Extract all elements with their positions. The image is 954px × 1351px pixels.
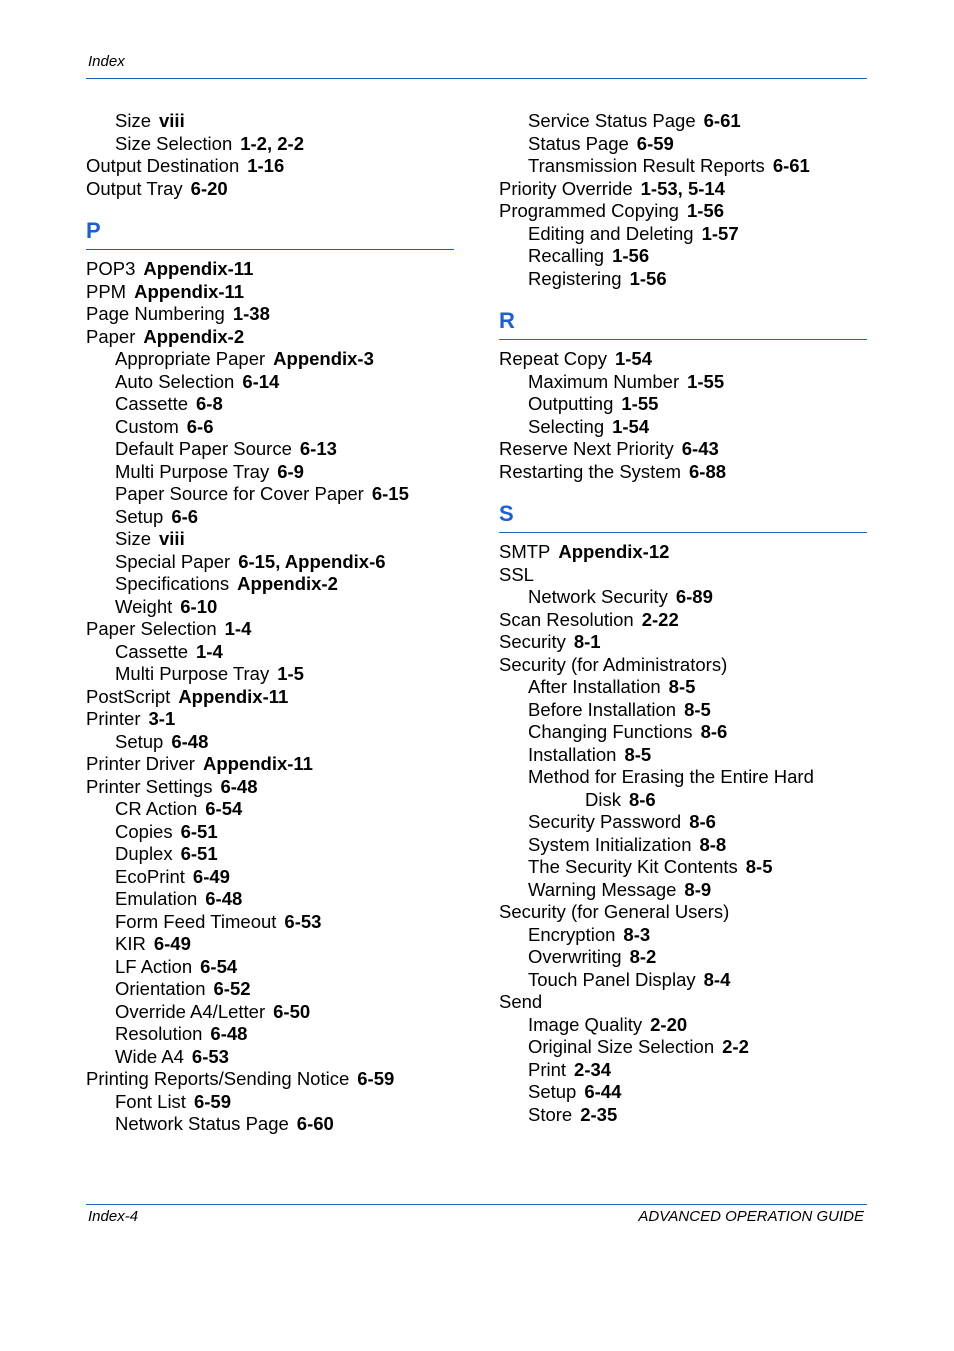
index-entry (499, 789, 867, 812)
index-entry (86, 551, 454, 574)
index-entry (499, 133, 867, 156)
page-reference[interactable]: Appendix-2 (237, 573, 338, 594)
page-reference[interactable]: 2-35 (580, 1103, 618, 1125)
section-heading-p (86, 218, 454, 250)
index-term: Duplex (115, 843, 173, 864)
page-reference[interactable]: 6-54 (200, 955, 238, 977)
index-entry (86, 506, 454, 529)
index-term: Setup (115, 505, 164, 527)
page-number: Index-4 (88, 1208, 139, 1225)
page-reference[interactable]: 6-6 (186, 415, 214, 437)
page-reference[interactable]: 8-5 (668, 676, 696, 697)
page-reference[interactable]: 8-6 (689, 811, 716, 832)
index-term: Transmission Result Reports (528, 155, 765, 176)
index-term: SSL (499, 563, 534, 585)
index-entry (499, 245, 867, 268)
index-entry (499, 946, 867, 969)
page-reference[interactable]: 8-6 (700, 721, 728, 742)
index-term: Output Tray (86, 177, 183, 199)
index-term: Size (115, 110, 151, 131)
index-entry (86, 618, 454, 641)
page-reference[interactable]: 6-44 (584, 1081, 622, 1102)
index-term: Setup (115, 730, 164, 752)
index-term: Priority Override (499, 177, 633, 199)
index-term: Output Destination (86, 155, 240, 176)
index-entry (86, 798, 454, 821)
index-entry (499, 178, 867, 201)
page-reference[interactable]: Appendix-11 (202, 753, 313, 774)
footer-rule (86, 1204, 867, 1205)
index-entry (86, 821, 454, 844)
section-letter: S (499, 501, 867, 533)
page-reference[interactable]: 6-15 (371, 483, 409, 504)
page-reference[interactable]: 6-6 (171, 505, 199, 527)
index-term: Appropriate Paper (115, 348, 266, 369)
index-entry (86, 888, 454, 911)
index-term: Printer (86, 708, 141, 729)
page-reference[interactable]: 6-43 (681, 438, 719, 459)
index-term: Maximum Number (528, 370, 680, 392)
page-reference[interactable]: 6-20 (190, 177, 228, 199)
index-entry (499, 155, 867, 178)
page-reference[interactable]: Appendix-12 (558, 541, 670, 562)
index-term: Weight (115, 595, 173, 617)
index-entry (499, 834, 867, 857)
index-entry (499, 879, 867, 902)
page-reference[interactable]: 6-50 (273, 1000, 311, 1022)
index-entry (86, 686, 454, 709)
page-reference[interactable]: 6-8 (196, 393, 223, 414)
index-term: Multi Purpose Tray (115, 663, 270, 684)
index-entry (499, 901, 867, 924)
page-reference[interactable]: 1-54 (614, 348, 653, 369)
page-reference[interactable]: 1-57 (701, 222, 739, 244)
index-entry (499, 924, 867, 947)
page-reference[interactable]: 2-2 (722, 1036, 749, 1057)
index-term: EcoPrint (115, 865, 185, 887)
index-entry (86, 1046, 454, 1069)
index-term: Print (528, 1058, 567, 1080)
index-term: Font List (115, 1090, 186, 1112)
page-reference[interactable]: 6-48 (220, 775, 258, 797)
index-entry (86, 573, 454, 596)
index-entry (86, 753, 454, 776)
index-entry (499, 1036, 867, 1059)
page-reference[interactable]: 6-53 (284, 910, 322, 932)
index-entry (86, 596, 454, 619)
index-entry (86, 155, 454, 178)
index-term: Multi Purpose Tray (115, 460, 270, 482)
index-term: Paper Source for Cover Paper (115, 483, 364, 504)
page-reference[interactable]: 8-1 (573, 631, 601, 652)
index-term: Security (for Administrators) (499, 653, 728, 675)
page-reference[interactable]: 6-89 (675, 586, 713, 607)
index-entry (86, 258, 454, 281)
index-entry (499, 856, 867, 879)
page-reference[interactable]: 1-5 (277, 663, 304, 684)
index-term: Editing and Deleting (528, 222, 694, 244)
page-reference[interactable]: 6-51 (180, 843, 218, 864)
index-term: Installation (528, 743, 617, 765)
index-term: Programmed Copying (499, 200, 679, 221)
index-term: Page Numbering (86, 303, 225, 324)
index-term: Printing Reports/Sending Notice (86, 1068, 350, 1089)
index-term: Recalling (528, 245, 605, 266)
index-term: Default Paper Source (115, 438, 292, 459)
page-reference[interactable]: 6-53 (191, 1045, 229, 1067)
index-term: PPM (86, 280, 127, 302)
page-reference[interactable]: 6-15, Appendix-6 (238, 550, 386, 572)
page-reference[interactable]: 6-60 (296, 1113, 334, 1134)
index-term: Auto Selection (115, 370, 235, 392)
index-term: Size (115, 528, 151, 549)
page-reference[interactable]: 1-56 (612, 245, 650, 266)
index-entry (86, 731, 454, 754)
index-entry (86, 110, 454, 133)
index-term: Size Selection (115, 132, 233, 154)
page-reference[interactable]: 8-5 (745, 856, 773, 877)
index-term: Security (for General Users) (499, 901, 730, 922)
index-entry (499, 541, 867, 564)
index-term: Method for Erasing the Entire Hard (528, 766, 814, 787)
index-entry (499, 699, 867, 722)
index-entry (499, 1104, 867, 1127)
page-reference[interactable]: 8-2 (629, 946, 657, 967)
index-term: Emulation (115, 888, 198, 909)
page-reference[interactable]: 6-54 (205, 798, 243, 819)
page-reference[interactable]: 6-61 (772, 155, 810, 176)
index-term: Image Quality (528, 1013, 643, 1035)
index-entry (499, 393, 867, 416)
index-term: Restarting the System (499, 460, 681, 482)
index-term: Registering (528, 267, 622, 289)
index-term: Copies (115, 820, 173, 842)
index-entry (86, 708, 454, 731)
page-reference[interactable]: Appendix-11 (178, 685, 289, 707)
index-term: LF Action (115, 955, 193, 977)
index-term: Status Page (528, 132, 629, 154)
page-reference[interactable]: 6-13 (299, 438, 337, 459)
index-entry (499, 631, 867, 654)
index-entry (86, 133, 454, 156)
section-heading-s (499, 501, 867, 533)
index-term: Custom (115, 415, 179, 437)
index-entry (86, 641, 454, 664)
index-term: Security (499, 631, 566, 652)
page-reference[interactable]: 6-48 (210, 1023, 248, 1044)
page-reference[interactable]: 6-52 (213, 978, 251, 999)
index-entry (86, 1091, 454, 1114)
index-term: Reserve Next Priority (499, 438, 674, 459)
index-entry (499, 991, 867, 1014)
page-reference[interactable]: viii (159, 110, 185, 131)
page-reference[interactable]: 3-1 (148, 708, 176, 729)
index-term: System Initialization (528, 833, 692, 855)
page-reference[interactable]: 6-10 (180, 595, 218, 617)
index-term: Store (528, 1103, 573, 1125)
header-rule (86, 78, 867, 79)
index-entry (499, 609, 867, 632)
index-term: Override A4/Letter (115, 1000, 266, 1022)
page-reference[interactable]: 8-9 (684, 878, 712, 900)
index-entry (499, 110, 867, 133)
page-reference[interactable]: 2-34 (574, 1058, 612, 1080)
page-reference[interactable]: 8-8 (699, 833, 727, 855)
index-entry (499, 348, 867, 371)
page-reference[interactable]: 1-55 (621, 393, 659, 414)
running-header: Index (88, 53, 125, 70)
index-entry (86, 956, 454, 979)
index-entry (86, 1113, 454, 1136)
page-reference[interactable]: Appendix-2 (143, 325, 245, 347)
index-term: Printer Settings (86, 775, 213, 797)
index-term: Disk (585, 788, 621, 810)
page-reference[interactable]: viii (159, 528, 185, 549)
page-reference[interactable]: 8-6 (628, 788, 656, 810)
page-reference[interactable]: 6-88 (689, 460, 727, 482)
index-term: KIR (115, 933, 146, 954)
page-reference[interactable]: Appendix-3 (273, 348, 374, 369)
page-reference[interactable]: 8-5 (624, 743, 652, 765)
page-reference[interactable]: 2-20 (650, 1013, 688, 1035)
index-entry (499, 676, 867, 699)
index-column-left (86, 110, 454, 1136)
page-reference[interactable]: 1-4 (224, 618, 252, 639)
index-term: Orientation (115, 978, 206, 999)
page-reference[interactable]: 8-3 (623, 923, 651, 945)
index-entry (499, 586, 867, 609)
index-term: Paper (86, 325, 136, 347)
page-reference[interactable]: 6-49 (153, 933, 191, 954)
page-reference[interactable]: 6-59 (636, 132, 674, 154)
page-reference[interactable]: Appendix-11 (134, 280, 245, 302)
index-entry (86, 348, 454, 371)
index-entry (499, 1081, 867, 1104)
index-entry (86, 178, 454, 201)
index-entry (86, 303, 454, 326)
index-entry (86, 1001, 454, 1024)
page-reference[interactable]: 6-59 (357, 1068, 395, 1089)
index-term: Network Status Page (115, 1113, 289, 1134)
index-entry (499, 1059, 867, 1082)
section-heading-r (499, 308, 867, 340)
index-term: Security Password (528, 811, 682, 832)
page-reference[interactable]: 8-5 (684, 698, 711, 720)
page-reference[interactable]: Appendix-11 (143, 258, 254, 279)
page-reference[interactable]: 1-4 (196, 640, 223, 662)
index-term: Service Status Page (528, 110, 696, 131)
index-entry (499, 564, 867, 587)
page-reference[interactable]: 6-61 (703, 110, 741, 131)
index-term: POP3 (86, 258, 136, 279)
index-term: After Installation (528, 676, 661, 697)
index-entry (86, 933, 454, 956)
index-entry (499, 461, 867, 484)
index-term: Resolution (115, 1023, 203, 1044)
index-term: Send (499, 991, 543, 1012)
index-entry (86, 483, 454, 506)
section-letter: R (499, 308, 867, 340)
index-term: Cassette (115, 640, 189, 662)
index-entry (499, 268, 867, 291)
index-entry (86, 416, 454, 439)
index-term: Setup (528, 1081, 577, 1102)
index-term: Changing Functions (528, 721, 693, 742)
index-entry (499, 811, 867, 834)
page-reference[interactable]: 1-55 (687, 370, 725, 392)
index-term: Network Security (528, 586, 668, 607)
page-reference[interactable]: 6-59 (193, 1090, 231, 1112)
page-reference[interactable]: 1-56 (629, 267, 667, 289)
index-term: Cassette (115, 393, 189, 414)
page-reference[interactable]: 6-48 (171, 730, 209, 752)
index-term: Outputting (528, 393, 614, 414)
page-reference[interactable]: 1-53, 5-14 (640, 177, 725, 199)
index-entry (86, 371, 454, 394)
page-reference[interactable]: 1-16 (247, 155, 285, 176)
index-entry (499, 721, 867, 744)
page-reference[interactable]: 6-48 (205, 888, 243, 909)
page-reference[interactable]: 2-22 (641, 608, 679, 630)
index-entry (86, 663, 454, 686)
page-reference[interactable]: 6-49 (192, 865, 230, 887)
index-entry (86, 911, 454, 934)
section-letter: P (86, 218, 454, 250)
index-entry (499, 969, 867, 992)
index-entry (86, 281, 454, 304)
index-term: The Security Kit Contents (528, 856, 738, 877)
index-term: Warning Message (528, 878, 677, 900)
index-entry (86, 843, 454, 866)
index-term: PostScript (86, 685, 171, 707)
page-reference[interactable]: 6-51 (180, 820, 218, 842)
index-entry (499, 1014, 867, 1037)
index-term: Original Size Selection (528, 1036, 715, 1057)
index-entry (499, 200, 867, 223)
index-term: Wide A4 (115, 1045, 184, 1067)
index-entry (499, 766, 867, 789)
index-entry (86, 1068, 454, 1091)
page-reference[interactable]: 1-56 (686, 200, 724, 221)
index-entry (86, 866, 454, 889)
page-reference[interactable]: 1-38 (232, 303, 270, 324)
index-entry (86, 1023, 454, 1046)
index-entry (499, 416, 867, 439)
page-reference[interactable]: 8-4 (703, 968, 731, 990)
index-entry (86, 393, 454, 416)
index-term: Repeat Copy (499, 348, 607, 369)
index-term: Selecting (528, 415, 605, 437)
index-entry (86, 776, 454, 799)
index-term: Special Paper (115, 550, 231, 572)
index-entry (499, 371, 867, 394)
index-term: Paper Selection (86, 618, 217, 639)
index-term: Form Feed Timeout (115, 910, 277, 932)
index-column-right (499, 110, 867, 1126)
index-term: SMTP (499, 541, 551, 562)
index-term: Specifications (115, 573, 230, 594)
index-term: Printer Driver (86, 753, 195, 774)
index-term: Scan Resolution (499, 608, 634, 630)
index-entry (86, 438, 454, 461)
index-entry (499, 654, 867, 677)
page-reference[interactable]: 6-9 (277, 460, 304, 482)
guide-title: ADVANCED OPERATION GUIDE (638, 1208, 864, 1225)
index-term: Before Installation (528, 698, 677, 720)
index-term: Encryption (528, 923, 616, 945)
index-entry (499, 744, 867, 767)
index-term: Overwriting (528, 946, 622, 967)
index-entry (86, 461, 454, 484)
index-term: Touch Panel Display (528, 968, 696, 990)
page-reference[interactable]: 1-2, 2-2 (240, 132, 304, 154)
index-entry (86, 528, 454, 551)
index-entry (86, 326, 454, 349)
index-entry (499, 438, 867, 461)
page-reference[interactable]: 6-14 (242, 370, 280, 392)
page-reference[interactable]: 1-54 (612, 415, 650, 437)
index-entry (86, 978, 454, 1001)
index-term: CR Action (115, 798, 198, 819)
index-entry (499, 223, 867, 246)
